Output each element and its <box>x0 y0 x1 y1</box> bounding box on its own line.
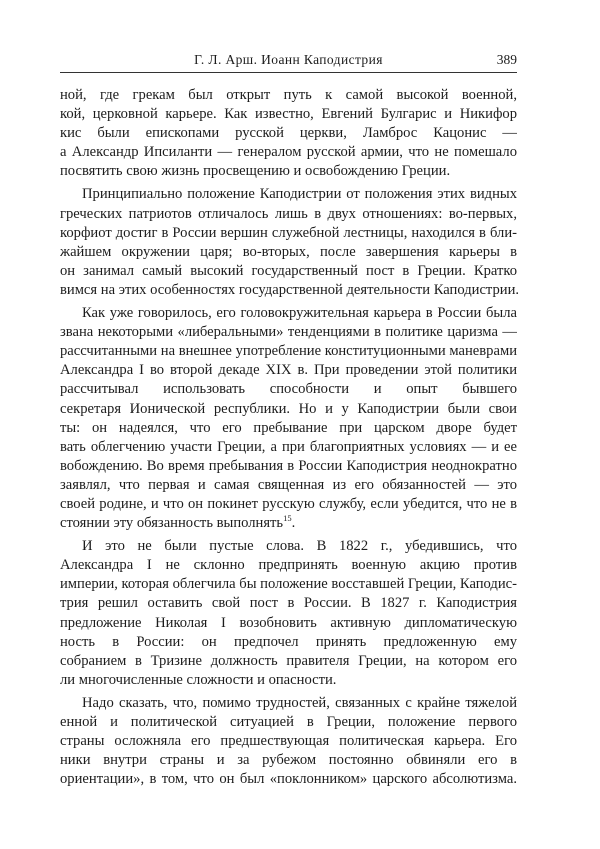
text-line: вобождению. Во время пребывания в России Каподистрия неоднократно <box>60 457 517 474</box>
text-line: ность в России: он предпочел принять предложенную ему <box>60 633 517 650</box>
text-line: Александра I не склонно предпринять военную акцию против <box>60 557 517 574</box>
text-line: енной и политической ситуацией в Греции, положение первого <box>60 714 517 730</box>
paragraph <box>60 537 517 690</box>
text-line: предложение Николая I возобновить активную дипломатическую <box>60 614 517 631</box>
text-line: вать облегчению участи Греции, а при благоприятных условиях — и ее <box>60 438 517 455</box>
text-line: Как уже говорилось, его головокружительная карьера в России была <box>82 305 517 322</box>
text-line: рассчитанными на внешнее употребление конституционными маневрами <box>60 343 517 360</box>
text-line: И это не были пустые слова. В 1822 г., убедившись, что <box>82 538 517 555</box>
running-title: Г. Л. Арш. Иоанн Каподистрия <box>194 52 383 67</box>
running-header <box>60 44 517 73</box>
page-number: 389 <box>496 52 517 67</box>
text-line: трия решил оставить свой пост в России. В 1827 г. Каподистрия <box>60 595 517 612</box>
paragraph <box>60 86 517 181</box>
text-line: империи, которая облегчила бы положение восставшей Греции, Каподис- <box>60 576 517 593</box>
text-line: ной, где грекам был открыт путь к самой высокой военной, <box>60 87 517 103</box>
text-line: Александра I во второй декаде XIX в. При проведении этой политики <box>60 362 517 379</box>
text-line-content: стоянии эту обязанность выполнять <box>60 515 284 532</box>
paragraph <box>60 694 517 789</box>
body-text <box>60 86 520 789</box>
paragraph <box>60 304 517 533</box>
text-line: ты: он надеялся, что его пребывание при царском дворе будет <box>60 419 517 436</box>
paragraph <box>60 185 520 300</box>
text-line: кис были епископами русской церкви, Ламброс Кацонис — <box>60 125 517 142</box>
text-line: страны осложняла его предшествующая политическая карьера. Его <box>60 733 517 750</box>
text-line: он занимал самый высокий государственный пост в Греции. Кратко <box>60 262 517 279</box>
text-line: вимся на этих особенностях государственной деятельности Каподистрии. <box>60 281 520 298</box>
text-line: секретаря Ионической республики. Но и у Каподистрии были свои <box>60 400 517 417</box>
text-line: посвятить свою жизнь просвещению и освобождению Греции. <box>60 163 451 180</box>
text-line: рассчитывал использовать способности и опыт бывшего <box>60 381 517 398</box>
text-line: ли многочисленные сложности и опасности. <box>60 671 337 688</box>
text-line: собранием в Тризине должность правителя Греции, на котором его <box>60 652 517 669</box>
text-line: корфиот достиг в России вершин служебной лестницы, находился в бли- <box>60 224 517 241</box>
text-line: Надо сказать, что, помимо трудностей, связанных с крайне тяжелой <box>82 694 517 711</box>
text-line: Принципиально положение Каподистрии от положения этих видных <box>82 186 517 203</box>
text-line: заявлял, что первая и самая священная из его обязанностей — это <box>60 476 517 493</box>
text-line: своей родине, и что он покинет русскую службу, если убедится, что не в <box>60 495 517 512</box>
text-line: стоянии эту обязанность выполнять$^{15}$. <box>60 513 296 532</box>
text-line: ники внутри страны и за рубежом постоянно обвиняли его в <box>60 752 517 769</box>
text-line: звана некоторыми «либеральными» тенденциями в политике царизма — <box>60 324 517 341</box>
text-line: ориентации», в том, что он был «поклонником» царского абсолютизма. <box>60 771 517 788</box>
text-line: жайшем окружении царя; во-вторых, после завершения карьеры в <box>60 243 517 260</box>
footnote-marker[interactable]: 15 <box>283 513 292 524</box>
text-line: а Александр Ипсиланти — генералом русской армии, что не помешало <box>60 144 517 161</box>
text-line: греческих патриотов отличалось лишь в двух отношениях: во-первых, <box>60 205 517 222</box>
text-line: кой, церковной карьере. Как известно, Евгений Булгарис и Никифор <box>60 106 517 123</box>
